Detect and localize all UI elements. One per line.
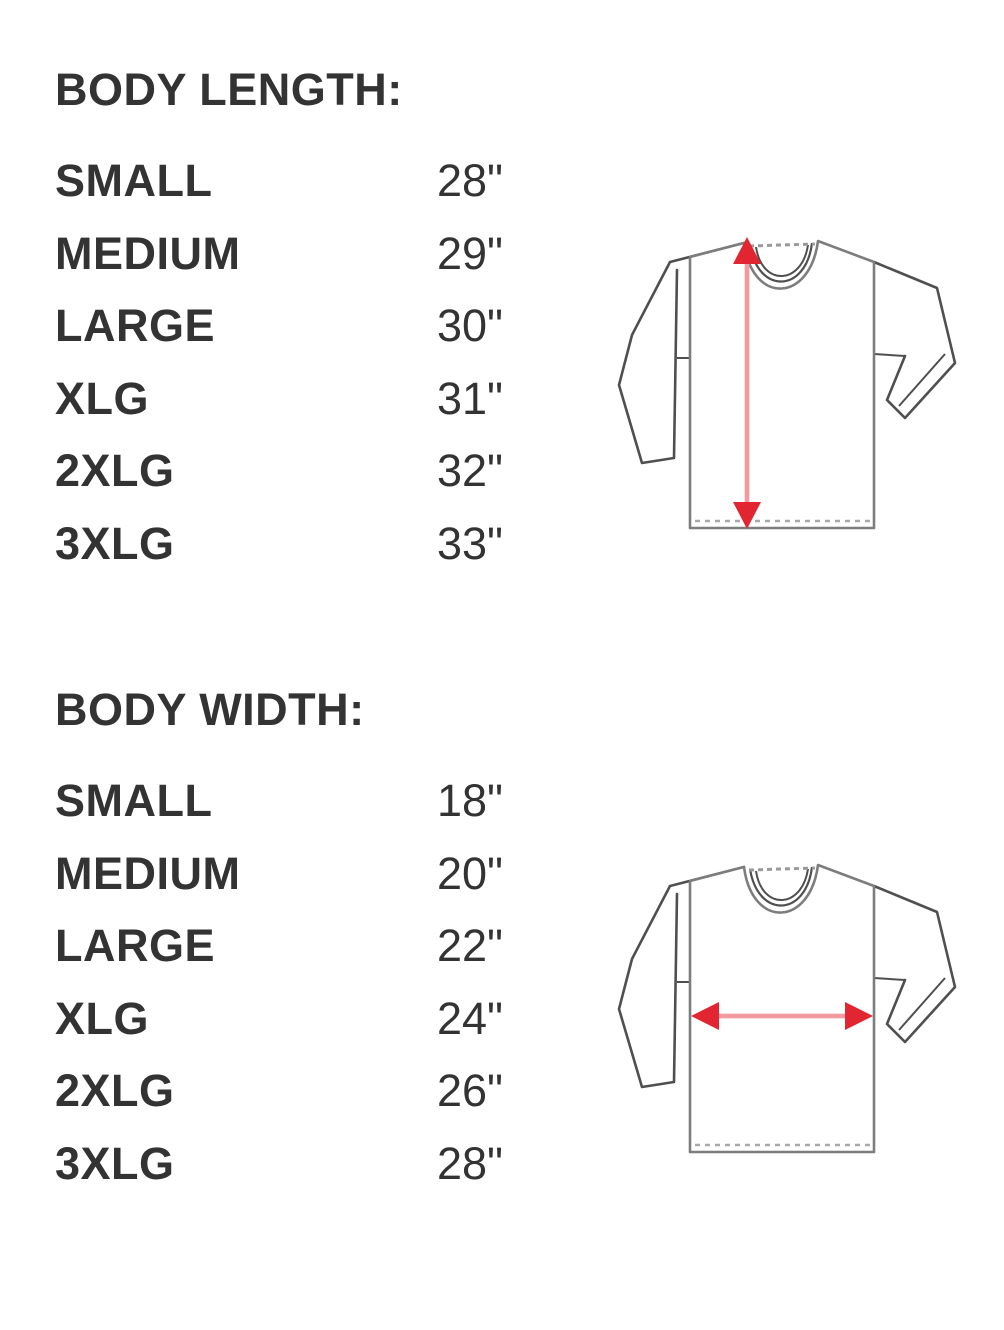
size-value: 22" <box>437 920 504 972</box>
size-row <box>55 910 575 983</box>
size-row <box>55 838 575 911</box>
size-row <box>55 508 575 581</box>
size-row <box>55 363 575 436</box>
size-label: LARGE <box>55 920 215 972</box>
body-width-table <box>55 765 575 1201</box>
size-value: 18" <box>437 775 504 826</box>
size-row <box>55 1055 575 1128</box>
size-value: 28" <box>437 1137 504 1189</box>
size-label: MEDIUM <box>55 227 241 279</box>
size-label: 3XLG <box>55 517 175 569</box>
size-value: 31" <box>437 372 504 424</box>
size-value: 28" <box>437 155 504 206</box>
size-row <box>55 435 575 508</box>
size-label: SMALL <box>55 155 213 206</box>
size-label: XLG <box>55 992 150 1044</box>
size-value: 26" <box>437 1065 504 1117</box>
body-length-table <box>55 145 575 581</box>
size-value: 32" <box>437 445 504 497</box>
size-row <box>55 765 575 838</box>
size-label: 3XLG <box>55 1137 175 1189</box>
size-row <box>55 145 575 218</box>
size-label: LARGE <box>55 300 215 352</box>
size-value: 29" <box>437 227 504 279</box>
size-value: 24" <box>437 992 504 1044</box>
size-label: MEDIUM <box>55 847 241 899</box>
size-row <box>55 290 575 363</box>
size-value: 30" <box>437 300 504 352</box>
size-label: 2XLG <box>55 445 175 497</box>
size-value: 33" <box>437 517 504 569</box>
body-width-heading: BODY WIDTH: <box>55 684 365 735</box>
body-length-diagram <box>612 230 964 542</box>
size-row <box>55 983 575 1056</box>
width-arrow-shaft <box>716 1014 848 1019</box>
size-row <box>55 1128 575 1201</box>
body-width-diagram <box>612 854 964 1166</box>
size-label: 2XLG <box>55 1065 175 1117</box>
length-arrow-shaft <box>745 260 750 506</box>
long-sleeve-shirt-outline <box>619 865 955 1152</box>
size-label: SMALL <box>55 775 213 826</box>
long-sleeve-shirt-outline <box>619 241 955 528</box>
size-value: 20" <box>437 847 504 899</box>
size-label: XLG <box>55 372 150 424</box>
size-row <box>55 218 575 291</box>
body-length-heading: BODY LENGTH: <box>55 64 403 115</box>
